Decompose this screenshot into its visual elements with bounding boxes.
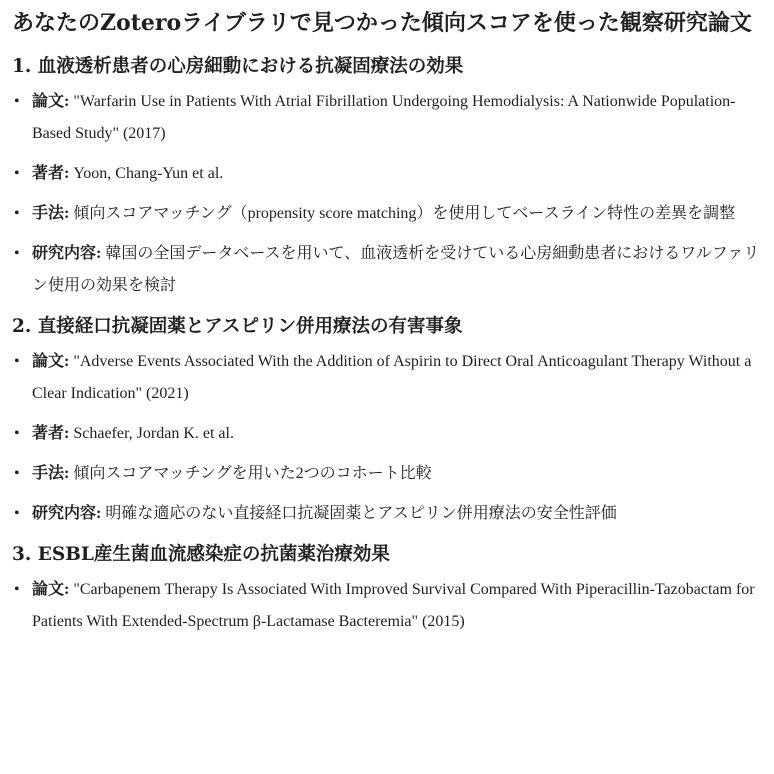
section-heading-2: 2. 直接経口抗凝固薬とアスピリン併用療法の有害事象 xyxy=(12,316,463,337)
item-text: 韓国の全国データベースを用いて、血液透析を受けている心房細動患者におけるワルファリン使用の効果を検討 xyxy=(32,245,760,294)
list-item xyxy=(12,346,760,410)
item-text: 傾向スコアマッチング（propensity score matching）を使用してベースライン特性の差異を調整 xyxy=(69,205,736,222)
section-heading-1: 1. 血液透析患者の心房細動における抗凝固療法の効果 xyxy=(12,56,464,77)
item-text: "Adverse Events Associated With the Addition of Aspirin to Direct Oral Anticoagulant Therapy Without a Clear Indication" (2021) xyxy=(32,353,752,402)
item-label: 論文: xyxy=(32,353,70,370)
item-label: 論文: xyxy=(32,93,70,110)
item-label: 手法: xyxy=(32,205,70,222)
section-1-list xyxy=(12,86,760,302)
item-label: 手法: xyxy=(32,465,70,482)
section-3-list xyxy=(12,574,760,638)
page-title: あなたのZoteroライブラリで見つかった傾向スコアを使った観察研究論文 xyxy=(12,10,752,36)
list-item xyxy=(12,86,760,150)
item-label: 研究内容: xyxy=(32,505,102,522)
list-item xyxy=(12,498,760,530)
section-heading-3: 3. ESBL産生菌血流感染症の抗菌薬治療効果 xyxy=(12,544,390,565)
section-2-list xyxy=(12,346,760,530)
list-item xyxy=(12,418,760,450)
item-label: 論文: xyxy=(32,581,70,598)
item-label: 著者: xyxy=(32,165,70,182)
list-item xyxy=(12,238,760,302)
list-item xyxy=(12,458,760,490)
list-item xyxy=(12,198,760,230)
item-text: "Carbapenem Therapy Is Associated With Improved Survival Compared With Piperacillin-Tazobactam for Patients With Extended-Spectrum β-Lactamase Bacteremia" (2015) xyxy=(32,581,755,630)
list-item xyxy=(12,158,760,190)
item-label: 著者: xyxy=(32,425,70,442)
item-label: 研究内容: xyxy=(32,245,102,262)
item-text: "Warfarin Use in Patients With Atrial Fibrillation Undergoing Hemodialysis: A Nationwide Population-Based Study" (2017) xyxy=(32,93,736,142)
item-text: 明確な適応のない直接経口抗凝固薬とアスピリン併用療法の安全性評価 xyxy=(101,505,617,522)
item-text: Yoon, Chang-Yun et al. xyxy=(69,165,224,182)
list-item xyxy=(12,574,760,638)
item-text: 傾向スコアマッチングを用いた2つのコホート比較 xyxy=(69,465,432,482)
item-text: Schaefer, Jordan K. et al. xyxy=(69,425,234,442)
